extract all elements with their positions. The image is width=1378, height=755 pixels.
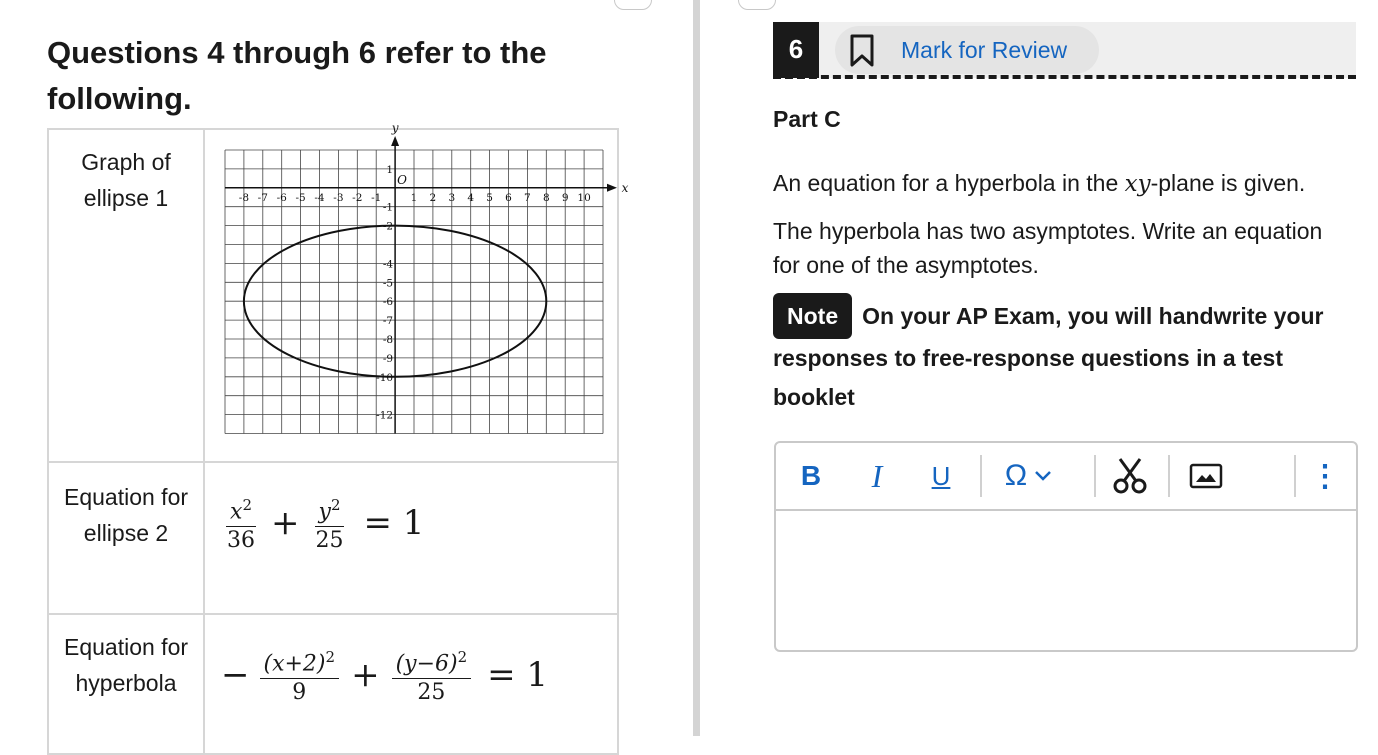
x-axis-label: x <box>621 180 629 195</box>
y-tick-label: 1 <box>386 163 394 176</box>
x-axis-arrow <box>607 184 617 192</box>
y-tick-label: -12 <box>376 409 394 422</box>
note-badge: Note <box>773 293 852 339</box>
x-tick-label: -6 <box>276 191 287 204</box>
question-header <box>773 22 1356 78</box>
origin-label: O <box>397 172 408 187</box>
x-tick-label: 4 <box>467 191 475 204</box>
y-tick-label: -4 <box>382 258 394 271</box>
ellipse-1-graph <box>205 121 629 456</box>
y-tick-label: -8 <box>382 334 394 346</box>
italic-button[interactable]: I <box>871 457 883 494</box>
x-tick-label: 3 <box>448 191 456 204</box>
response-textarea[interactable] <box>776 511 1356 648</box>
y-axis-arrow <box>391 136 399 146</box>
x-tick-label: 1 <box>410 191 418 204</box>
ellipse-graph-cell <box>204 121 629 462</box>
toolbar-separator <box>1294 455 1296 497</box>
y-axis-label: y <box>391 121 399 135</box>
underline-button[interactable]: U <box>931 460 951 491</box>
x-tick-label: -8 <box>238 191 250 204</box>
x-tick-label: 7 <box>524 191 531 204</box>
x-tick-label: -3 <box>333 191 344 204</box>
toolbar-separator <box>980 455 982 497</box>
panel-resize-handle[interactable] <box>614 0 652 10</box>
row-label-graph: Graph of ellipse 1 <box>48 129 204 462</box>
panel-resize-handle-right[interactable] <box>738 0 776 10</box>
header-divider <box>773 75 1356 79</box>
y-tick-label: -10 <box>376 371 394 384</box>
stimulus-panel <box>0 0 693 736</box>
editor-toolbar <box>776 443 1356 511</box>
mark-for-review-button[interactable] <box>835 26 1099 74</box>
y-tick-label: -9 <box>382 352 394 365</box>
x-tick-label: 10 <box>577 191 591 204</box>
x-tick-label: -1 <box>371 191 382 204</box>
ellipse2-term1: $\frac{x^2}{36}$ <box>223 493 259 553</box>
insert-image-button[interactable] <box>1184 453 1228 499</box>
cut-button[interactable] <box>1108 453 1152 499</box>
part-label: Part C <box>773 106 841 132</box>
row-label-hyperbola: Equation for hyperbola <box>48 614 204 754</box>
omega-icon: Ω <box>1004 459 1028 492</box>
y-tick-label: -1 <box>382 201 394 214</box>
scissors-icon <box>1113 457 1147 495</box>
x-tick-label: 8 <box>542 191 550 204</box>
stimulus-table <box>47 121 629 755</box>
toolbar-separator <box>1094 455 1096 497</box>
ellipse-2-equation: $\frac{x^2}{36}$ + $\frac{y^2}{25}$ = 1 <box>204 462 618 614</box>
question-number: 6 <box>773 22 819 78</box>
stimulus-title: Questions 4 through 6 refer to the following. <box>47 35 547 116</box>
mark-for-review-label: Mark for Review <box>901 37 1068 63</box>
y-tick-label: -5 <box>382 277 394 290</box>
x-tick-label: -5 <box>295 191 306 204</box>
hyperbola-term2: $\frac{(y-6)^2}{25}$ <box>392 645 472 705</box>
row-label-ellipse2: Equation for ellipse 2 <box>48 462 204 614</box>
x-tick-label: -7 <box>257 191 268 204</box>
toolbar-separator <box>1168 455 1170 497</box>
special-characters-button[interactable] <box>994 453 1064 499</box>
chevron-down-icon <box>1033 469 1053 483</box>
x-tick-label: 6 <box>505 191 512 204</box>
bold-button[interactable]: B <box>800 460 822 491</box>
question-text-1: An equation for a hyperbola in the xy-plane is given. <box>773 170 1306 197</box>
note <box>773 293 1363 417</box>
ellipse2-term2: $\frac{y^2}{25}$ <box>312 493 348 553</box>
y-tick-label: -2 <box>382 220 394 233</box>
response-editor <box>774 441 1358 652</box>
image-icon <box>1189 463 1223 489</box>
bookmark-icon <box>849 34 875 68</box>
note-text: On your AP Exam, you will handwrite your responses to free-response questions in a test booklet <box>773 303 1324 410</box>
x-tick-label: -4 <box>314 191 325 204</box>
hyperbola-equation: − $\frac{(x+2)^2}{9}$ + $\frac{(y-6)^2}{25}$ = 1 <box>204 614 618 754</box>
y-tick-label: -6 <box>382 296 394 309</box>
x-tick-label: 9 <box>561 191 569 204</box>
x-tick-label: -2 <box>352 191 363 204</box>
question-text-2: The hyperbola has two asymptotes. Write an equation for one of the asymptotes. <box>773 218 1323 278</box>
y-tick-label: -7 <box>382 315 394 328</box>
more-options-button[interactable]: ⋮ <box>1310 459 1340 493</box>
panel-divider[interactable] <box>693 0 700 736</box>
hyperbola-term1: $\frac{(x+2)^2}{9}$ <box>260 645 340 705</box>
x-tick-label: 2 <box>429 191 437 204</box>
x-tick-label: 5 <box>486 191 493 204</box>
question-panel <box>700 0 1378 736</box>
